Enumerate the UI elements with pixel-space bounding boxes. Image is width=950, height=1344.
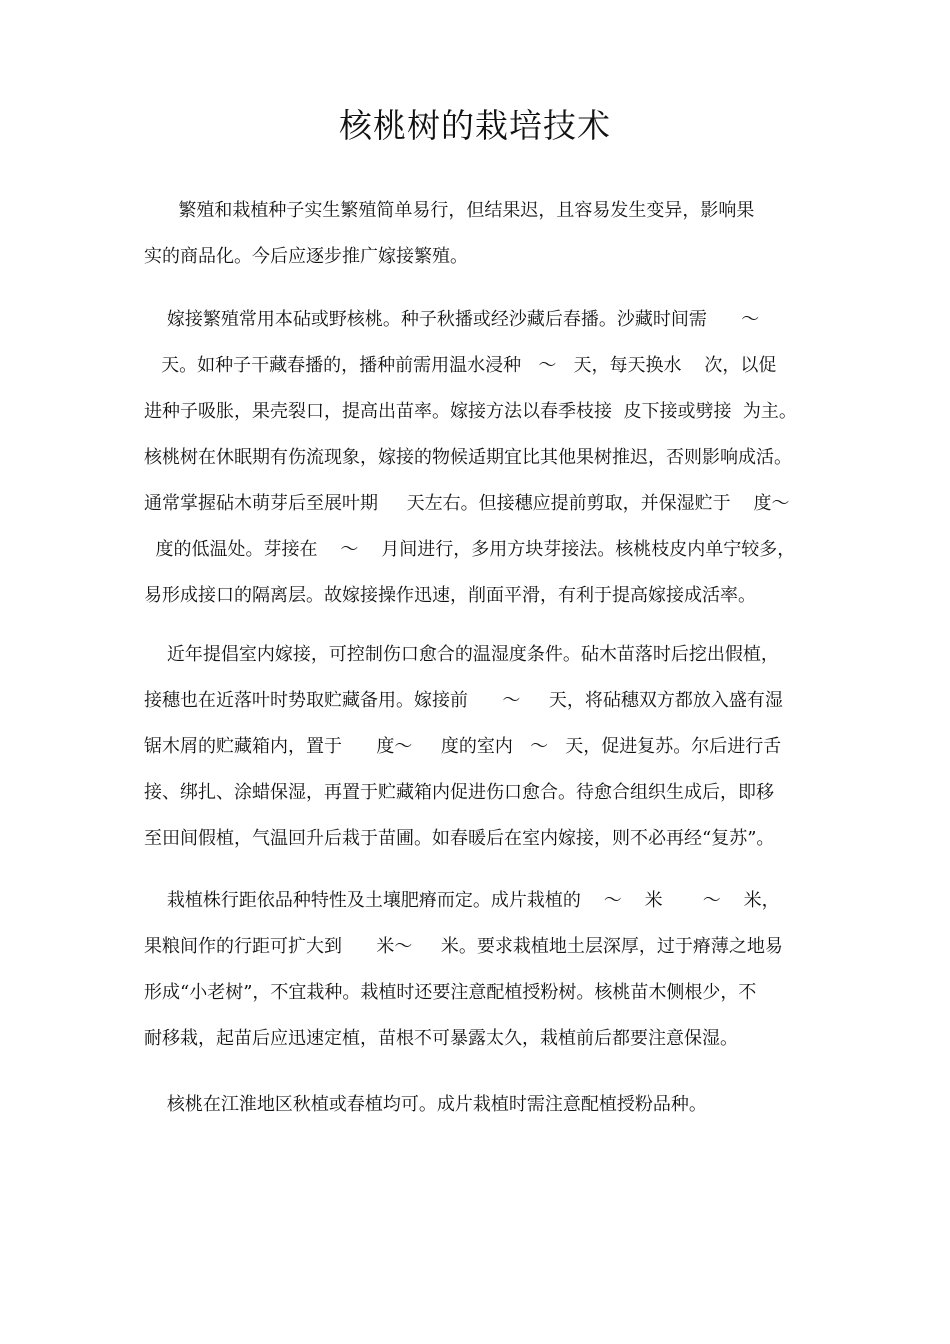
paragraph-line: 果粮间作的行距可扩大到 米～ 米。要求栽植地土层深厚，过于瘠薄之地易 (144, 936, 783, 957)
paragraph-line: 耐移栽，起苗后应迅速定植，苗根不可暴露太久，栽植前后都要注意保湿。 (144, 1028, 738, 1049)
paragraph-line: 接穗也在近落叶时势取贮藏备用。嫁接前 ～ 天，将砧穗双方都放入盛有湿 (144, 690, 783, 711)
paragraph-line: 易形成接口的隔离层。故嫁接操作迅速，削面平滑，有利于提高嫁接成活率。 (144, 585, 756, 606)
paragraph-line: 嫁接繁殖常用本砧或野核桃。种子秋播或经沙藏后春播。沙藏时间需 ～ (144, 309, 760, 330)
paragraph-line: 近年提倡室内嫁接，可控制伤口愈合的温湿度条件。砧木苗落时后挖出假植， (144, 644, 779, 665)
paragraph-line: 通常掌握砧木萌芽后至展叶期 天左右。但接穗应提前剪取，并保湿贮于 度～ (144, 493, 790, 514)
paragraph-planting-spacing (144, 878, 808, 1062)
paragraph-grafting (144, 297, 808, 619)
paragraph-line: 栽植株行距依品种特性及土壤肥瘠而定。成片栽植的 ～ 米 ～ 米， (144, 890, 780, 911)
paragraph-line: 锯木屑的贮藏箱内，置于 度～ 度的室内 ～ 天，促进复苏。尔后进行舌 (144, 736, 782, 757)
paragraph-line: 繁殖和栽植种子实生繁殖简单易行，但结果迟，且容易发生变异，影响果 (144, 200, 755, 221)
document-title: 核桃树的栽培技术 (339, 106, 611, 145)
paragraph-line: 接、绑扎、涂蜡保湿，再置于贮藏箱内促进伤口愈合。待愈合组织生成后，即移 (144, 782, 774, 803)
paragraph-line: 形成“小老树”，不宜栽种。栽植时还要注意配植授粉树。核桃苗木侧根少，不 (144, 982, 757, 1003)
paragraph-planting-season (144, 1082, 808, 1128)
paragraph-line: 至田间假植，气温回升后栽于苗圃。如春暖后在室内嫁接，则不必再经“复苏”。 (144, 828, 775, 849)
paragraph-line: 进种子吸胀，果壳裂口，提高出苗率。嫁接方法以春季枝接 皮下接或劈接 为主。 (144, 401, 797, 422)
paragraph-propagation-intro (144, 188, 808, 280)
paragraph-indoor-grafting (144, 632, 808, 862)
paragraph-line: 核桃在江淮地区秋植或春植均可。成片栽植时需注意配植授粉品种。 (144, 1094, 707, 1115)
paragraph-line: 度的低温处。芽接在 ～ 月间进行，多用方块芽接法。核桃枝皮内单宁较多， (144, 539, 796, 560)
paragraph-line: 天。如种子干藏春播的，播种前需用温水浸种 ～ 天，每天换水 次，以促 (144, 355, 777, 376)
paragraph-line: 核桃树在休眠期有伤流现象，嫁接的物候适期宜比其他果树推迟，否则影响成活。 (144, 447, 792, 468)
paragraph-line: 实的商品化。今后应逐步推广嫁接繁殖。 (144, 246, 468, 267)
